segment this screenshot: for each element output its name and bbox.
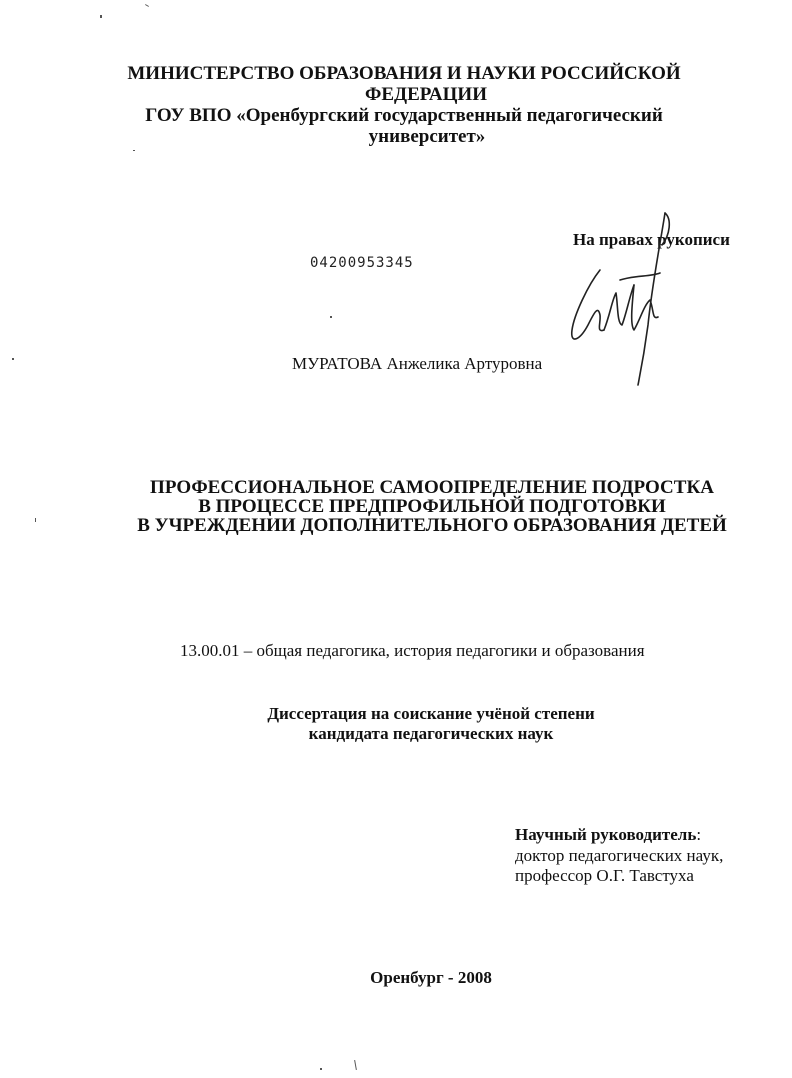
title-line-1: ПРОФЕССИОНАЛЬНОЕ САМООПРЕДЕЛЕНИЕ ПОДРОСТКА <box>150 477 714 498</box>
supervisor-name: профессор О.Г. Тавстуха <box>515 866 694 885</box>
scan-speck <box>133 150 135 151</box>
scan-speck <box>12 358 14 360</box>
dissertation-line-2: кандидата педагогических наук <box>308 724 554 743</box>
scan-speck <box>354 1060 357 1070</box>
supervisor-label: Научный руководитель <box>515 825 697 844</box>
university-line-1: ГОУ ВПО «Оренбургский государственный педагогический <box>145 105 663 126</box>
ministry-line-2: ФЕДЕРАЦИИ <box>365 84 487 105</box>
author-name: МУРАТОВА Анжелика Артуровна <box>292 354 543 373</box>
scan-speck <box>320 1068 322 1070</box>
scan-speck <box>35 518 36 522</box>
scan-speck <box>100 15 102 18</box>
document-code: 04200953345 <box>310 255 414 271</box>
signature-icon <box>560 205 690 395</box>
university-line-2: университет» <box>368 126 486 147</box>
scan-speck <box>330 316 332 318</box>
specialty-line: 13.00.01 – общая педагогика, история педагогики и образования <box>180 641 645 660</box>
dissertation-line-1: Диссертация на соискание учёной степени <box>267 704 595 723</box>
scan-speck <box>145 4 149 7</box>
ministry-line-1: МИНИСТЕРСТВО ОБРАЗОВАНИЯ И НАУКИ РОССИЙСКОЙ <box>127 63 681 84</box>
title-line-2: В ПРОЦЕССЕ ПРЕДПРОФИЛЬНОЙ ПОДГОТОВКИ <box>198 496 666 517</box>
supervisor-colon: : <box>696 825 702 844</box>
supervisor-degree: доктор педагогических наук, <box>515 846 724 865</box>
supervisor-heading <box>515 825 701 845</box>
manuscript-note: На правах рукописи <box>573 230 730 249</box>
city-year: Оренбург - 2008 <box>370 968 492 987</box>
title-line-3: В УЧРЕЖДЕНИИ ДОПОЛНИТЕЛЬНОГО ОБРАЗОВАНИЯ ДЕТЕЙ <box>137 515 727 536</box>
